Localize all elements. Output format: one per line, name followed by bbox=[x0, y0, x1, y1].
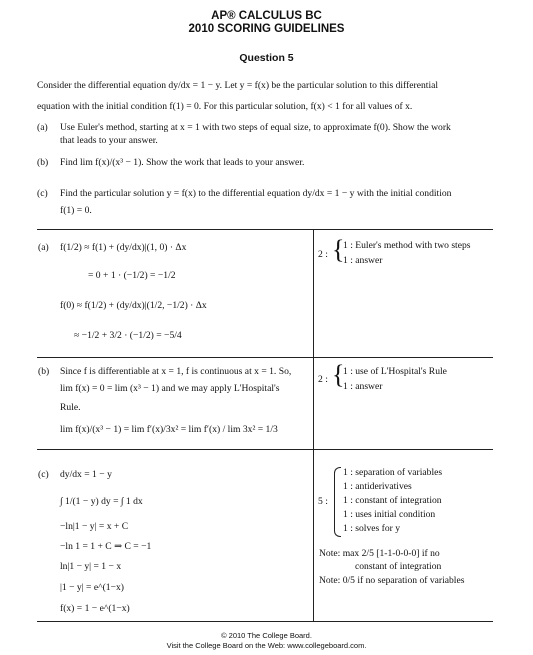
solution-a-label: (a) bbox=[38, 242, 49, 253]
solution-a-line-1: f(1/2) ≈ f(1) + (dy/dx)|(1, 0) · Δx bbox=[60, 242, 187, 253]
solution-b-label: (b) bbox=[38, 366, 50, 377]
solution-c-line-4: −ln 1 = 1 + C ⇒ C = −1 bbox=[60, 541, 152, 552]
footer-link[interactable]: Visit the College Board on the Web: www.collegeboard.com. bbox=[166, 641, 367, 650]
part-b-label: (b) bbox=[37, 157, 49, 168]
part-b-text: Find lim f(x)/(x³ − 1). Show the work that leads to your answer. bbox=[60, 157, 305, 168]
table-bottom-rule bbox=[37, 621, 493, 622]
solution-b-points: 2 : bbox=[318, 374, 328, 385]
page-subtitle: 2010 SCORING GUIDELINES bbox=[188, 23, 345, 35]
solution-c-line-7: f(x) = 1 − e^(1−x) bbox=[60, 603, 130, 614]
solution-a-line-3: f(0) ≈ f(1/2) + (dy/dx)|(1/2, −1/2) · Δx bbox=[60, 300, 207, 311]
solution-b-line-2: lim f(x) = 0 = lim (x³ − 1) and we may apply L'Hospital's bbox=[60, 383, 280, 394]
brace-icon: { bbox=[332, 235, 345, 264]
solution-a-points: 2 : bbox=[318, 249, 328, 260]
note-1: Note: max 2/5 [1-1-0-0-0] if no bbox=[319, 548, 440, 559]
part-a-text-2: that leads to your answer. bbox=[60, 135, 158, 146]
rubric-b-1: 1 : use of L'Hospital's Rule bbox=[343, 366, 447, 377]
rubric-c-1: 1 : separation of variables bbox=[343, 467, 443, 478]
rubric-c-4: 1 : uses initial condition bbox=[343, 509, 436, 520]
solution-b-line-1: Since f is differentiable at x = 1, f is continuous at x = 1. So, bbox=[60, 366, 292, 377]
solution-a-line-4: ≈ −1/2 + 3/2 · (−1/2) = −5/4 bbox=[74, 330, 182, 341]
part-a-text-1: Use Euler's method, starting at x = 1 with two steps of equal size, to approximate f(0). Show the work bbox=[60, 122, 451, 133]
brace-icon bbox=[334, 467, 341, 537]
rubric-a-2: 1 : answer bbox=[343, 255, 383, 266]
intro-line-2: equation with the initial condition f(1) = 0. For this particular solution, f(x) < 1 for all values of x. bbox=[37, 101, 413, 112]
footer-copyright: © 2010 The College Board. bbox=[221, 631, 312, 640]
solution-c-line-2: ∫ 1/(1 − y) dy = ∫ 1 dx bbox=[60, 496, 143, 507]
note-3: Note: 0/5 if no separation of variables bbox=[319, 575, 465, 586]
question-heading: Question 5 bbox=[239, 52, 294, 64]
solution-c-label: (c) bbox=[38, 469, 49, 480]
rubric-c-5: 1 : solves for y bbox=[343, 523, 401, 534]
solution-c-line-3: −ln|1 − y| = x + C bbox=[60, 521, 129, 532]
part-c-text-1: Find the particular solution y = f(x) to the differential equation dy/dx = 1 − y with the initial condition bbox=[60, 188, 452, 199]
rubric-a-1: 1 : Euler's method with two steps bbox=[343, 240, 471, 251]
solution-c-line-6: |1 − y| = e^(1−x) bbox=[60, 582, 125, 593]
rubric-c-2: 1 : antiderivatives bbox=[343, 481, 412, 492]
rubric-b-2: 1 : answer bbox=[343, 381, 383, 392]
solution-c-points: 5 : bbox=[318, 496, 328, 507]
part-c-text-2: f(1) = 0. bbox=[60, 205, 92, 216]
page-title: AP® CALCULUS BC bbox=[211, 10, 322, 22]
column-divider bbox=[313, 229, 314, 621]
solution-a-line-2: = 0 + 1 · (−1/2) = −1/2 bbox=[88, 270, 176, 281]
note-2: constant of integration bbox=[355, 561, 442, 572]
intro-line-1: Consider the differential equation dy/dx = 1 − y. Let y = f(x) be the particular solution to this differential bbox=[37, 80, 439, 91]
part-a-label: (a) bbox=[37, 122, 48, 133]
row-divider-b-c bbox=[37, 449, 493, 450]
part-c-label: (c) bbox=[37, 188, 48, 199]
table-top-rule bbox=[37, 229, 493, 230]
solution-c-line-5: ln|1 − y| = 1 − x bbox=[60, 561, 122, 572]
solution-b-line-4: lim f(x)/(x³ − 1) = lim f′(x)/3x² = lim f′(x) / lim 3x² = 1/3 bbox=[60, 424, 278, 435]
solution-c-line-1: dy/dx = 1 − y bbox=[60, 469, 112, 480]
row-divider-a-b bbox=[37, 357, 493, 358]
brace-icon: { bbox=[332, 360, 345, 389]
rubric-c-3: 1 : constant of integration bbox=[343, 495, 442, 506]
solution-b-line-3: Rule. bbox=[60, 402, 81, 413]
